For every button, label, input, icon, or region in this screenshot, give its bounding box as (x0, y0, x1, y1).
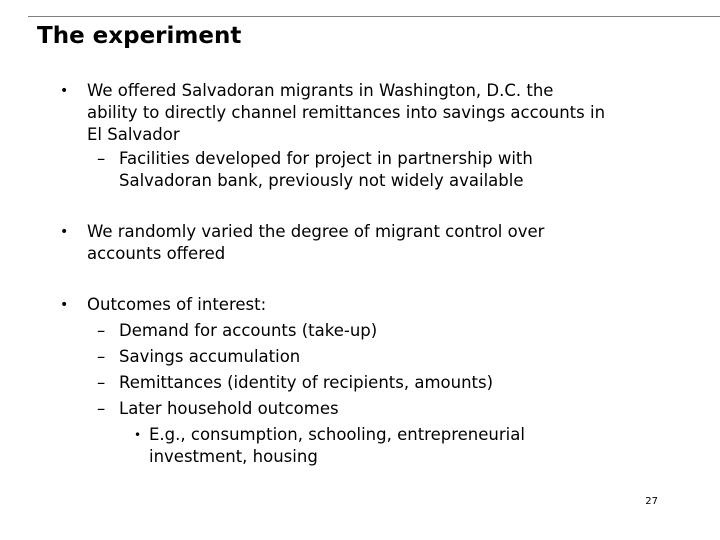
sub-sub-bullet-marker: • (134, 428, 142, 442)
bullet-3-sub-4-sub-1-line-1: E.g., consumption, schooling, entrepreneurial (149, 425, 525, 444)
sub-bullet-marker: – (97, 347, 106, 366)
bullet-1-line-2: ability to directly channel remittances into savings accounts in (87, 103, 606, 122)
bullet-marker: • (60, 224, 69, 240)
bullet-1-line-1: We offered Salvadoran migrants in Washington, D.C. the (87, 81, 554, 100)
bullet-marker: • (60, 83, 69, 99)
bullet-1-sub-1-line-2: Salvadoran bank, previously not widely available (119, 171, 524, 190)
bullet-marker: • (60, 297, 69, 313)
sub-bullet-marker: – (97, 321, 106, 340)
sub-bullet-marker: – (97, 399, 106, 418)
slide-title: The experiment (37, 23, 242, 49)
bullet-2-line-2: accounts offered (87, 244, 226, 263)
sub-bullet-marker: – (97, 373, 106, 392)
bullet-3-sub-1: Demand for accounts (take-up) (119, 321, 378, 340)
bullet-3-sub-3: Remittances (identity of recipients, amounts) (119, 373, 494, 392)
bullet-3-sub-2: Savings accumulation (119, 347, 301, 366)
bullet-2-line-1: We randomly varied the degree of migrant control over (87, 222, 545, 241)
page-number: 27 (645, 496, 658, 507)
bullet-1-sub-1-line-1: Facilities developed for project in partnership with (119, 149, 533, 168)
bullet-1-line-3: El Salvador (87, 125, 180, 144)
sub-bullet-marker: – (97, 149, 106, 168)
bullet-3-sub-4-sub-1-line-2: investment, housing (149, 447, 318, 466)
bullet-3-sub-4: Later household outcomes (119, 399, 339, 418)
bullet-3-line-1: Outcomes of interest: (87, 295, 267, 314)
